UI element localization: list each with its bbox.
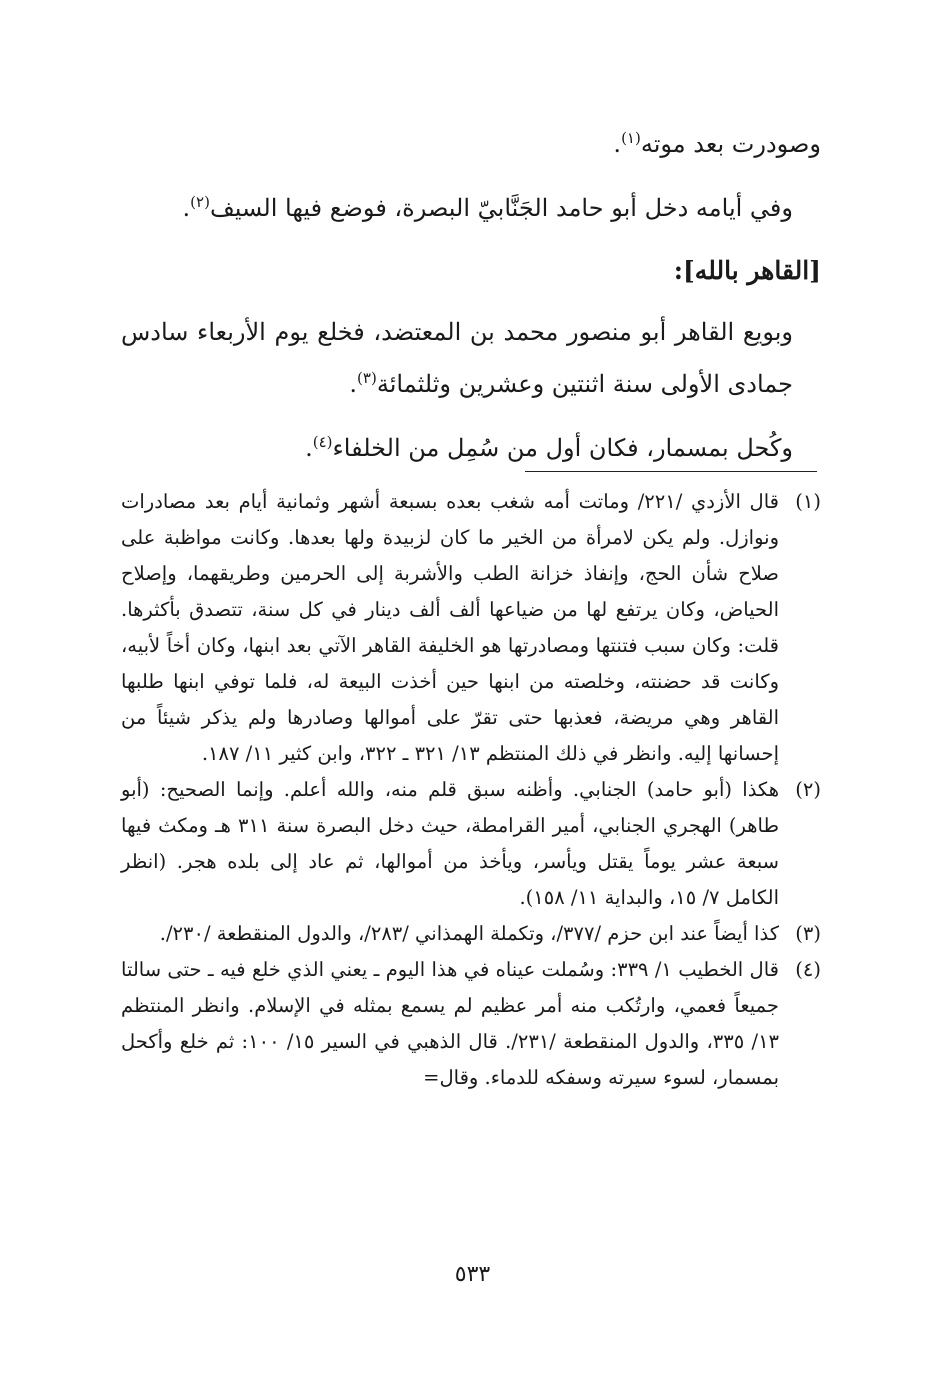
footnotes-section (121, 484, 821, 1096)
footnote-ref-2[interactable]: (٢) (190, 193, 210, 211)
main-text (121, 118, 821, 486)
paragraph-2-text: وفي أيامه دخل أبو حامد الجَنَّابيّ البصرة، فوضع فيها السيف (209, 194, 793, 222)
paragraph-1-end: . (613, 130, 622, 158)
footnote-3 (121, 916, 821, 952)
footnote-divider (525, 471, 817, 472)
paragraph-4 (121, 422, 821, 474)
paragraph-3 (121, 306, 821, 410)
paragraph-1-text: وصودرت بعد موته (640, 130, 821, 158)
footnote-number: (٣) (795, 922, 821, 945)
paragraph-4-text: وكُحل بمسمار، فكان أول من سُمِل من الخلفاء (332, 434, 793, 462)
paragraph-2 (121, 182, 821, 234)
paragraph-3-end: . (349, 370, 358, 398)
section-heading: [القاهر بالله]: (673, 256, 821, 285)
footnote-number: (١) (795, 490, 821, 513)
paragraph-4-end: . (305, 434, 313, 462)
paragraph-1 (121, 118, 821, 170)
footnote-2 (121, 772, 821, 916)
footnote-number: (٢) (795, 778, 821, 801)
footnote-ref-3[interactable]: (٣) (357, 369, 377, 387)
footnote-4 (121, 952, 821, 1096)
footnote-text: قال الأزدي /٢٢١/ وماتت أمه شغب بعده بسبعة أشهر وثمانية أيام بعد مصادرات ونوازل. ولم يكن لامرأة من الخير ما كان لزبيدة ولها بعدها. وكانت مواظبة على صلاح شأن الحج، وإنفاذ خزانة الطب والأشربة إلى الحرمين وطريقهما، وإصلاح الحياض، وكان يرتفع لها من ضياعها ألف ألف دينار في كل سنة، تتصدق بأكثرها. قلت: وكان سبب فتنتها ومصادرتها هو الخليفة القاهر الآتي بعد ابنها، وكان أخاً لأبيه، وكانت قد حضنته، وخلصته من ابنها حين أخذت البيعة له، فلما توفي ابنها طلبها القاهر وهي مريضة، فعذبها حتى تقرّ على أموالها وصادرها ولم يذكر شيئاً من إحسانها إليه. وانظر في ذلك المنتظم ١٣/ ٣٢١ ـ ٣٢٢، وابن كثير ١١/ ١٨٧. (121, 490, 779, 765)
paragraph-2-end: . (182, 194, 191, 222)
footnote-text: كذا أيضاً عند ابن حزم /٣٧٧/، وتكملة الهمذاني /٢٨٣/، والدول المنقطعة /٢٣٠/. (159, 922, 779, 945)
page-number: ٥٣٣ (454, 1262, 491, 1287)
footnote-number: (٤) (795, 958, 821, 981)
paragraph-3-text: وبويع القاهر أبو منصور محمد بن المعتضد، فخلع يوم الأربعاء سادس جمادى الأولى سنة اثنتين وعشرين وثلثمائة (121, 318, 793, 398)
footnote-text: هكذا (أبو حامد) الجنابي. وأظنه سبق قلم منه، والله أعلم. وإنما الصحيح: (أبو طاهر) الهجري الجنابي، أمير القرامطة، حيث دخل البصرة سنة ٣١١ هـ ومكث فيها سبعة عشر يوماً يقتل ويأسر، ويأخذ من أموالها، ثم عاد إلى بلده هجر. (انظر الكامل ٧/ ١٥، والبداية ١١/ ١٥٨). (121, 778, 779, 909)
footnote-ref-4[interactable]: (٤) (312, 433, 333, 451)
footnote-ref-1[interactable]: (١) (621, 129, 641, 147)
footnote-1 (121, 484, 821, 772)
footnote-text: قال الخطيب ١/ ٣٣٩: وسُملت عيناه في هذا اليوم ـ يعني الذي خلع فيه ـ حتى سالتا جميعاً فعمي، وارتُكب منه أمر عظيم لم يسمع بمثله في الإسلام. وانظر المنتظم ١٣/ ٣٣٥، والدول المنقطعة /٢٣١/. قال الذهبي في السير ١٥/ ١٠٠: ثم خلع وأكحل بمسمار، لسوء سيرته وسفكه للدماء. وقال= (121, 958, 780, 1089)
